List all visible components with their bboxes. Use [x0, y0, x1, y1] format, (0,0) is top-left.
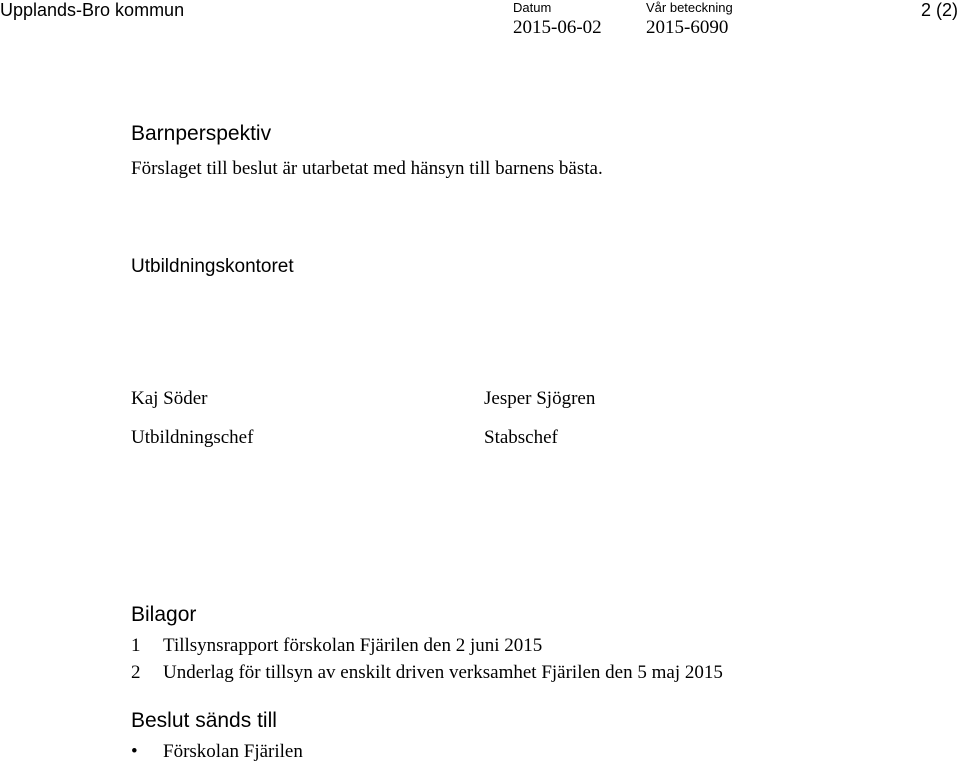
reference-label: Vår beteckning: [646, 0, 733, 15]
date-value: 2015-06-02: [513, 17, 602, 38]
section-title-child-perspective: Barnperspektiv: [131, 122, 272, 145]
section-title-recipients: Beslut sänds till: [131, 709, 277, 732]
signatory-name: Kaj Söder: [131, 388, 208, 409]
bullet-icon: •: [131, 741, 138, 762]
recipient-item: [131, 741, 303, 763]
signatory-role: Stabschef: [484, 427, 558, 448]
signatory-role: Utbildningschef: [131, 427, 254, 448]
recipient-text: Förskolan Fjärilen: [163, 741, 303, 762]
attachment-text: Tillsynsrapport förskolan Fjärilen den 2 juni 2015: [163, 635, 543, 656]
attachment-text: Underlag för tillsyn av enskilt driven verksamhet Fjärilen den 5 maj 2015: [163, 662, 723, 683]
section-title-attachments: Bilagor: [131, 603, 197, 626]
signatory-name: Jesper Sjögren: [484, 388, 596, 409]
date-label: Datum: [513, 0, 552, 15]
child-perspective-text: Förslaget till beslut är utarbetat med hänsyn till barnens bästa.: [131, 158, 603, 179]
reference-value: 2015-6090: [646, 17, 729, 38]
attachment-number: 2: [131, 662, 141, 683]
attachment-item: [131, 635, 542, 657]
organization-name: Upplands-Bro kommun: [0, 0, 185, 20]
attachment-item: [131, 662, 723, 684]
office-name: Utbildningskontoret: [131, 256, 294, 277]
page-number: 2 (2): [921, 0, 959, 20]
attachment-number: 1: [131, 635, 141, 656]
